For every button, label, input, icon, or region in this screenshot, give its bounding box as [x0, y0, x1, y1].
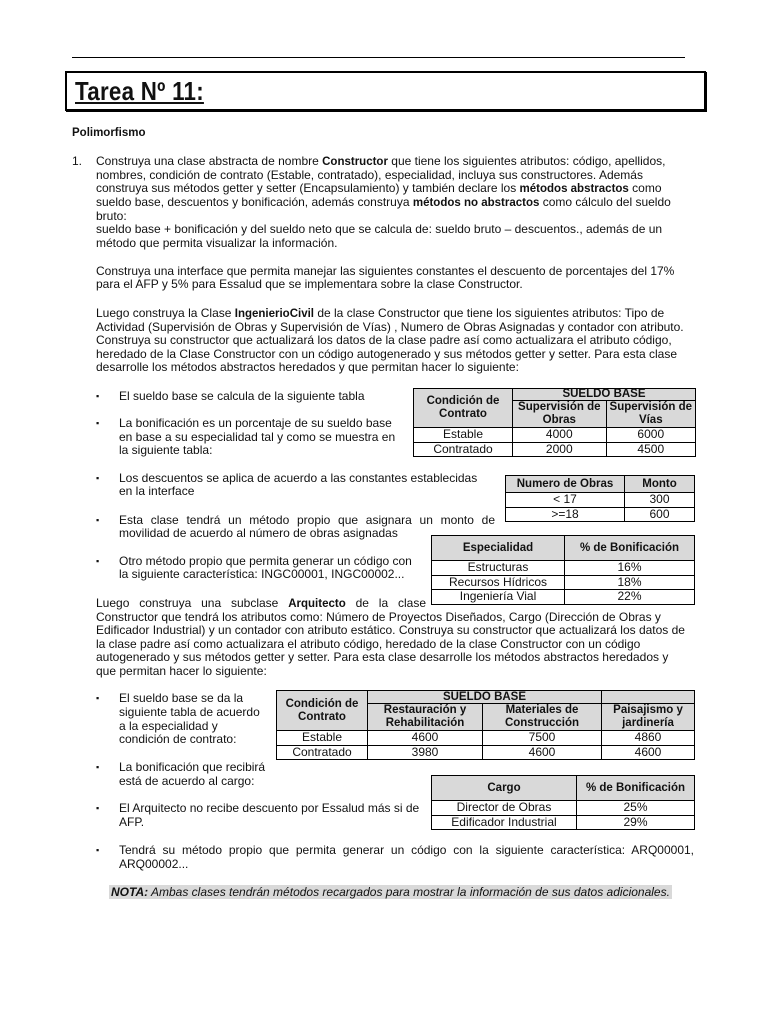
p3-line2: Actividad (Supervisión de Obras y Supervisión de Vías) , Numero de Obras Asignadas y contador con atributo. — [96, 320, 684, 334]
table-cell: 18% — [565, 575, 695, 590]
table-cell: 4600 — [483, 745, 602, 760]
table-cell: 600 — [625, 507, 695, 522]
note-text: Ambas clases tendrán métodos recargados para mostrar la información de sus datos adicionales. — [148, 885, 670, 899]
table-cell: Director de Obras — [432, 801, 577, 816]
table-cell: 16% — [565, 561, 695, 576]
table-cell: 300 — [625, 493, 695, 508]
p1-line7: método que permita visualizar la información. — [96, 236, 338, 250]
note — [109, 885, 672, 899]
b8-line1: El Arquitecto no recibe descuento por Essalud más si de — [119, 801, 420, 815]
table-header: Monto — [625, 476, 695, 493]
title-box — [65, 71, 706, 111]
table-row — [277, 731, 695, 746]
p4-line5: autogenerado y sus métodos getter y setter. Para esta clase desarrolle los métodos abstractos heredados y — [96, 650, 669, 664]
table-header: Condición de Contrato — [414, 389, 513, 428]
table-sueldo-arquitecto — [276, 690, 695, 760]
bullet-icon: ▪ — [96, 845, 100, 855]
table-bonificacion-cargo — [431, 775, 695, 830]
table-cell: Edificador Industrial — [432, 815, 577, 830]
table-cell: Recursos Hídricos — [432, 575, 565, 590]
table-row — [506, 507, 695, 522]
table-cell: 4000 — [513, 428, 607, 443]
table-header: Cargo — [432, 776, 577, 801]
table-cell: 3980 — [368, 745, 483, 760]
table-cell: 6000 — [606, 428, 695, 443]
table-movilidad — [505, 475, 695, 522]
p3-line3: Construya su constructor que actualizará los datos de la clase padre así como actualizara el atributo código, — [96, 333, 672, 347]
table-sueldo-ingeniero — [413, 388, 696, 457]
table-cell: Contratado — [414, 442, 513, 457]
b7-line2: está de acuerdo al cargo: — [119, 774, 255, 788]
table-row — [432, 561, 695, 576]
table-header — [602, 691, 695, 704]
b6-line2: siguiente tabla de acuerdo — [119, 705, 260, 719]
table-cell: Ingeniería Vial — [432, 590, 565, 605]
table-cell: 7500 — [483, 731, 602, 746]
b3-line2: en la interface — [119, 484, 195, 498]
table-header: Numero de Obras — [506, 476, 625, 493]
p2-line2: para el AFP y 5% para Essalud que se implementara sobre la clase Constructor. — [96, 277, 523, 291]
p1-line6: sueldo base + bonificación y del sueldo neto que se calcula de: sueldo bruto – descuentos., además de un — [96, 222, 663, 236]
table-row — [432, 801, 695, 816]
table-cell: 4600 — [368, 731, 483, 746]
item-number: 1. — [72, 154, 83, 168]
b2-line3: la siguiente tabla: — [119, 443, 213, 457]
b2-line2: en base a su especialidad tal y como se muestra en — [119, 430, 396, 444]
table-bonificacion-especialidad — [431, 535, 695, 605]
p4-line2: Constructor que tendrá los atributos como: Número de Proyectos Diseñados, Cargo (Dirección de Obras y — [96, 610, 661, 624]
table-cell: < 17 — [506, 493, 625, 508]
bullet-icon: ▪ — [96, 515, 100, 525]
table-header: Especialidad — [432, 536, 565, 561]
table-cell: 22% — [565, 590, 695, 605]
table-header: Restauración y Rehabilitación — [368, 704, 483, 731]
top-rule — [72, 57, 685, 58]
table-row — [432, 575, 695, 590]
b3-line1: Los descuentos se aplica de acuerdo a las constantes establecidas — [119, 471, 478, 485]
table-row — [432, 590, 695, 605]
table-cell: Estable — [277, 731, 368, 746]
p3-line1: Luego construya la Clase IngenierioCivil de la clase Constructor que tiene los siguientes atributos: Tipo de — [96, 306, 665, 320]
b9-line2: ARQ00002... — [119, 857, 189, 871]
table-header: % de Bonificación — [577, 776, 695, 801]
table-row — [414, 428, 696, 443]
table-row — [432, 815, 695, 830]
p1-line2: nombres, condición de contrato (Estable, contratado), especialidad, incluya sus constructores. Además — [96, 168, 643, 182]
table-header: SUELDO BASE — [368, 691, 602, 704]
table-cell: Contratado — [277, 745, 368, 760]
p4-line6: que permitan hacer lo siguiente: — [96, 664, 267, 678]
b6-line4: condición de contrato: — [119, 732, 237, 746]
b5-line1: Otro método propio que permita generar un código con — [119, 554, 412, 568]
table-cell: 29% — [577, 815, 695, 830]
p4-line4: la clase padre así como actualizara el atributo código, heredado de la clase Constructor con un código — [96, 637, 641, 651]
table-cell: 4600 — [602, 745, 695, 760]
bullet-icon: ▪ — [96, 556, 100, 566]
p1-line1: Construya una clase abstracta de nombre Constructor que tiene los siguientes atributos: código, apellidos, — [96, 154, 666, 168]
bullet-icon: ▪ — [96, 391, 100, 401]
b2-line1: La bonificación es un porcentaje de su sueldo base — [119, 416, 392, 430]
table-cell: 25% — [577, 801, 695, 816]
bullet-icon: ▪ — [96, 762, 100, 772]
table-cell: 4500 — [606, 442, 695, 457]
b6-line3: a la especialidad y — [119, 719, 218, 733]
table-header: Paisajismo y jardinería — [602, 704, 695, 731]
page-title: Tarea Nº 11: — [75, 76, 204, 106]
b9-line1: Tendrá su método propio que permita generar un código con la siguiente característica: ARQ00001, — [119, 843, 694, 857]
p3-line5: desarrolle los métodos abstractos heredados y que permitan hacer lo siguiente: — [96, 360, 519, 374]
b7-line1: La bonificación que recibirá — [119, 760, 266, 774]
table-row — [277, 745, 695, 760]
table-header: Materiales de Construcción — [483, 704, 602, 731]
p4-line1: Luego construya una subclase Arquitecto de la clase — [96, 596, 426, 610]
bullet-icon: ▪ — [96, 693, 100, 703]
table-row — [414, 442, 696, 457]
p1-line4: sueldo base, descuentos y bonificación, además construya métodos no abstractos como cálculo del sueldo — [96, 195, 671, 209]
table-cell: Estable — [414, 428, 513, 443]
table-header: Supervisión de Vías — [606, 401, 695, 428]
note-label: NOTA: — [111, 885, 149, 899]
section-heading: Polimorfismo — [72, 127, 146, 139]
p4-line3: Edificador Industrial) y un contador con atributo estático. Construya su constructor que actualizará los datos de — [96, 623, 685, 637]
b1-line1: El sueldo base se calcula de la siguiente tabla — [119, 389, 365, 403]
table-cell: 2000 — [513, 442, 607, 457]
table-header: SUELDO BASE — [513, 389, 696, 401]
p2-line1: Construya una interface que permita manejar las siguientes constantes el descuento de porcentajes del 17% — [96, 264, 675, 278]
table-cell: >=18 — [506, 507, 625, 522]
bullet-icon: ▪ — [96, 418, 100, 428]
table-cell: Estructuras — [432, 561, 565, 576]
table-cell: 4860 — [602, 731, 695, 746]
b5-line2: la siguiente característica: INGC00001, INGC00002... — [119, 567, 405, 581]
p1-line3: construya sus métodos getter y setter (Encapsulamiento) y también declare los métodos abstractos como — [96, 181, 662, 195]
table-header: Condición de Contrato — [277, 691, 368, 731]
table-row — [506, 493, 695, 508]
bullet-icon: ▪ — [96, 803, 100, 813]
b4-line2: movilidad de acuerdo al número de obras asignadas — [119, 526, 398, 540]
table-header: % de Bonificación — [565, 536, 695, 561]
table-header: Supervisión de Obras — [513, 401, 607, 428]
bullet-icon: ▪ — [96, 473, 100, 483]
p1-line5: bruto: — [96, 209, 127, 223]
b8-line2: AFP. — [119, 815, 145, 829]
b4-line1: Esta clase tendrá un método propio que asignara un monto de — [119, 513, 495, 527]
p3-line4: heredado de la Clase Constructor con un código autogenerado y sus métodos getter y setter. Para esta clase — [96, 347, 678, 361]
b6-line1: El sueldo base se da la — [119, 691, 244, 705]
